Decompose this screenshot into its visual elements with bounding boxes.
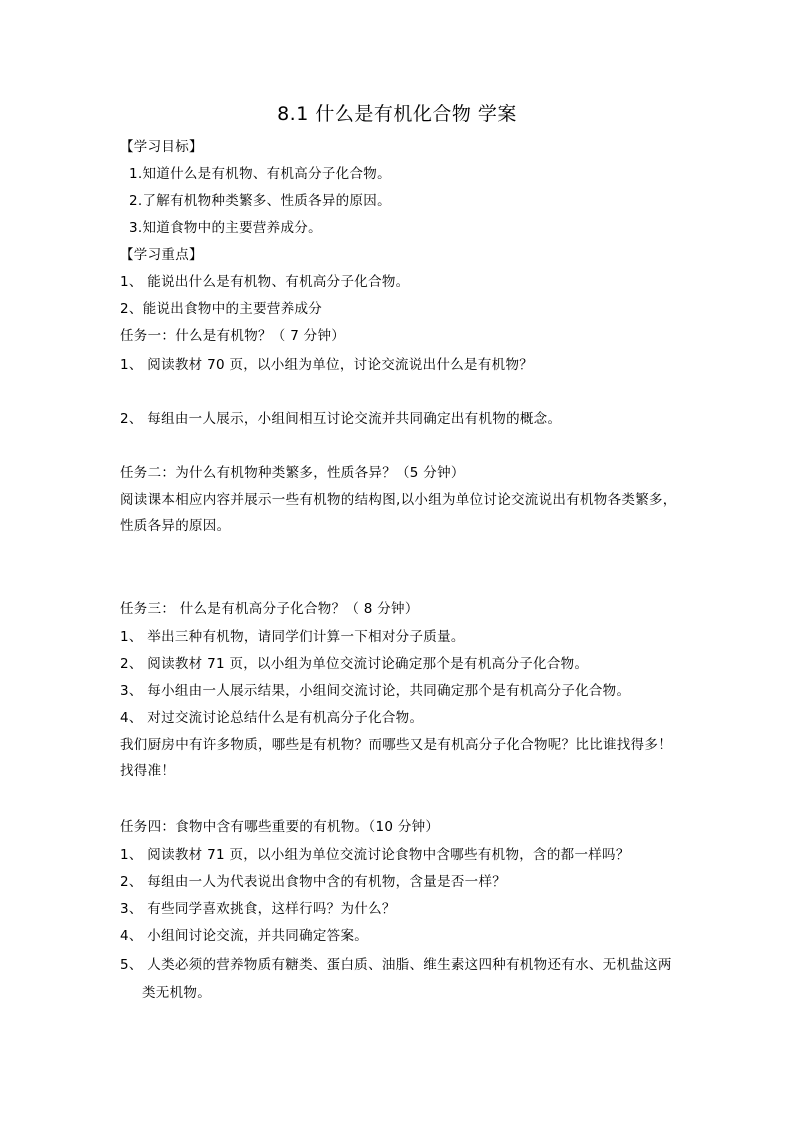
key-points-heading: 【学习重点】 xyxy=(120,247,203,263)
objective-item-1: 1.知道什么是有机物、有机高分子化合物。 xyxy=(129,166,391,182)
task3-closing: 我们厨房中有许多物质，哪些是有机物？而哪些又是有机高分子化合物呢？比比谁找得多！找得准！ xyxy=(120,737,672,779)
task4-item-5-continued: 类无机物。 xyxy=(142,985,211,1001)
objectives-heading: 【学习目标】 xyxy=(120,139,203,155)
task2-text: 阅读课本相应内容并展示一些有机物的结构图,以小组为单位讨论交流说出有机物各类繁多，性质各异的原因。 xyxy=(120,492,677,534)
task3-item-3: 3、 每小组由一人展示结果，小组间交流讨论，共同确定那个是有机高分子化合物。 xyxy=(120,683,631,699)
page-title: 8.1 什么是有机化合物 学案 xyxy=(277,103,517,125)
task3-heading: 任务三： 什么是有机高分子化合物？（ 8 分钟） xyxy=(120,601,419,617)
task1-item-2: 2、 每组由一人展示，小组间相互讨论交流并共同确定出有机物的概念。 xyxy=(120,411,562,427)
task4-item-3: 3、 有些同学喜欢挑食，这样行吗？为什么？ xyxy=(120,901,396,917)
task3-item-4: 4、 对过交流讨论总结什么是有机高分子化合物。 xyxy=(120,710,424,726)
task1-item-1: 1、 阅读教材 70 页，以小组为单位，讨论交流说出什么是有机物？ xyxy=(120,357,534,373)
key-point-item-2: 2、能说出食物中的主要营养成分 xyxy=(120,301,323,317)
task4-item-1: 1、 阅读教材 71 页，以小组为单位交流讨论食物中含哪些有机物，含的都一样吗？ xyxy=(120,847,630,863)
task3-item-2: 2、 阅读教材 71 页，以小组为单位交流讨论确定那个是有机高分子化合物。 xyxy=(120,656,589,672)
task4-item-4: 4、 小组间讨论交流，并共同确定答案。 xyxy=(120,928,369,944)
task4-heading: 任务四：食物中含有哪些重要的有机物。（10 分钟） xyxy=(120,819,440,835)
task4-item-2: 2、 每组由一人为代表说出食物中含的有机物，含量是否一样？ xyxy=(120,874,507,890)
key-point-item-1: 1、 能说出什么是有机物、有机高分子化合物。 xyxy=(120,274,410,290)
objective-item-3: 3.知道食物中的主要营养成分。 xyxy=(129,220,322,236)
task1-heading: 任务一：什么是有机物？（ 7 分钟） xyxy=(120,328,346,344)
objective-item-2: 2.了解有机物种类繁多、性质各异的原因。 xyxy=(129,193,391,209)
task3-item-1: 1、 举出三种有机物，请同学们计算一下相对分子质量。 xyxy=(120,629,465,645)
task4-item-5: 5、 人类必须的营养物质有糖类、蛋白质、油脂、维生素这四种有机物还有水、无机盐这两 xyxy=(120,957,672,973)
task2-heading: 任务二：为什么有机物种类繁多，性质各异？（5 分钟） xyxy=(120,465,465,481)
